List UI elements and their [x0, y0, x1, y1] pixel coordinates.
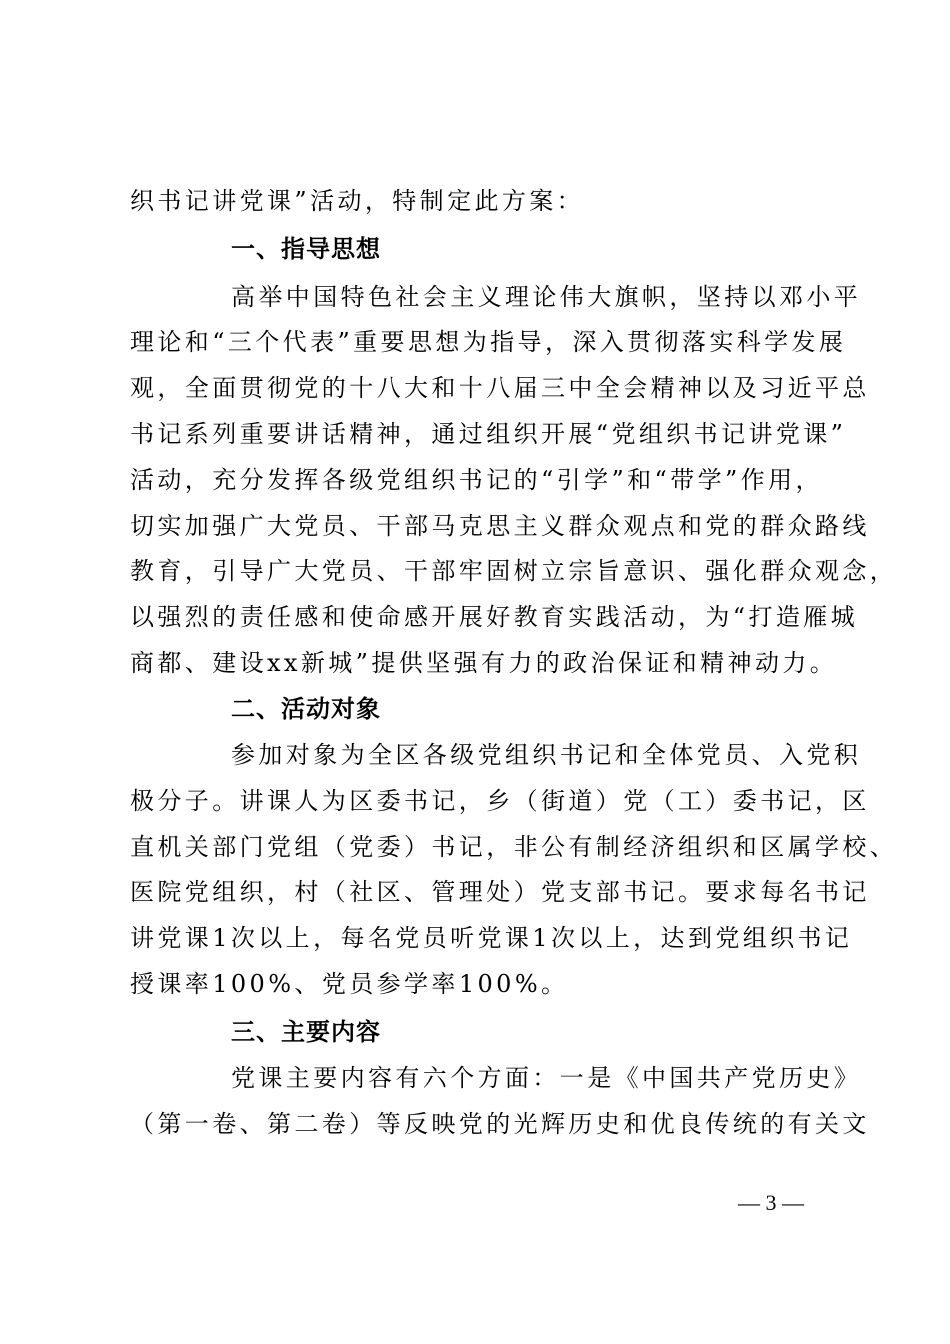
page-number: — 3 — — [738, 1190, 804, 1215]
paragraph-line: 授课率100%、党员参学率100%。 — [130, 970, 569, 998]
section-heading-main-content: 三、主要内容 — [231, 1018, 381, 1046]
paragraph-line: 商都、建设xx新城”提供坚强有力的政治保证和精神动力。 — [130, 649, 838, 677]
paragraph-line: （第一卷、第二卷）等反映党的光辉历史和优良传统的有关文 — [130, 1110, 870, 1138]
paragraph-line: 参加对象为全区各级党组织书记和全体党员、入党积 — [231, 741, 862, 769]
paragraph-line: 书记系列重要讲话精神，通过组织开展“党组织书记讲党课” — [130, 420, 847, 448]
section-heading-activity-target: 二、活动对象 — [231, 695, 381, 723]
section-heading-guiding-thought: 一、指导思想 — [231, 235, 381, 263]
paragraph-line: 观，全面贯彻党的十八大和十八届三中全会精神以及习近平总 — [130, 374, 870, 402]
paragraph-line: 织书记讲党课”活动，特制定此方案： — [130, 187, 585, 215]
paragraph-line: 党课主要内容有六个方面：一是《中国共产党历史》 — [231, 1064, 862, 1092]
paragraph-line: 教育，引导广大党员、干部牢固树立宗旨意识、强化群众观念， — [130, 557, 898, 585]
paragraph-line: 理论和“三个代表”重要思想为指导，深入贯彻落实科学发展 — [130, 328, 847, 356]
paragraph-line: 切实加强广大党员、干部马克思主义群众观点和党的群众路线 — [130, 512, 870, 540]
paragraph-line: 高举中国特色社会主义理论伟大旗帜，坚持以邓小平 — [231, 283, 862, 311]
paragraph-line: 以强烈的责任感和使命感开展好教育实践活动，为“打造雁城 — [130, 603, 859, 631]
paragraph-line: 直机关部门党组（党委）书记，非公有制经济组织和区属学校、 — [130, 833, 898, 861]
paragraph-line: 医院党组织，村（社区、管理处）党支部书记。要求每名书记 — [130, 878, 870, 906]
paragraph-line: 讲党课1次以上，每名党员听党课1次以上，达到党组织书记 — [130, 924, 853, 952]
paragraph-line: 极分子。讲课人为区委书记，乡（街道）党（工）委书记，区 — [130, 787, 870, 815]
paragraph-line: 活动，充分发挥各级党组织书记的“引学”和“带学”作用， — [130, 466, 823, 494]
